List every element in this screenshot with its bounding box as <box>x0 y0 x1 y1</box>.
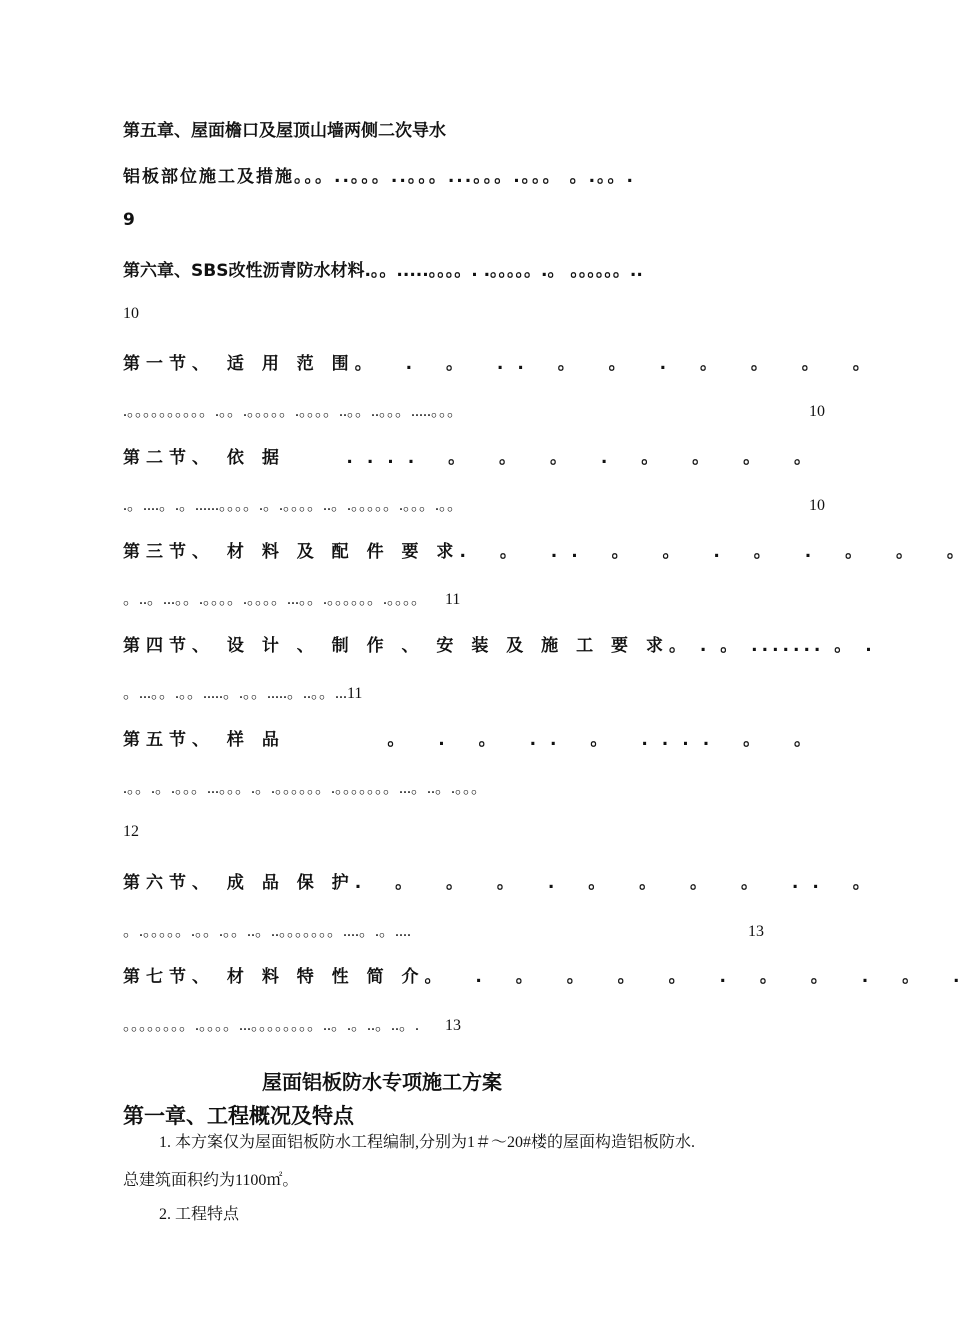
toc-sec2-title: 第二节、 依 据 <box>123 448 285 468</box>
toc-sec5-dots-row <box>123 775 825 798</box>
toc-ch6-line1[interactable]: 第六章、SBS改性沥青防水材料.。。.....。。。。. .。。。。。.。 。。。。。。.. <box>123 261 643 281</box>
toc-sec1-dots-row <box>123 398 825 421</box>
toc-sec7-dots-row <box>123 1012 825 1035</box>
toc-sec1-leader2: .。。。。。。。。。。.。。.。。。。。.。。。。..。。..。。。.....。。。 <box>123 403 464 420</box>
toc-sec3-leader2: 。..。...。。.。。。。.。。。。...。。.。。。。。。.。。。。 <box>123 591 428 608</box>
toc-sec1-row[interactable] <box>123 349 884 374</box>
toc-sec6-dots-row <box>123 918 825 941</box>
chapter1-paragraph2: 2. 工程特点 <box>159 1206 240 1223</box>
toc-sec3-dots-row <box>123 586 825 609</box>
toc-sec5-page: 12 <box>123 823 139 840</box>
toc-sec6-leader2: 。.。。。。。.。。.。。..。..。。。。。。。....。.。.... <box>123 923 412 940</box>
chapter1-paragraph1-line1: 1. 本方案仅为屋面铝板防水工程编制,分别为1＃～20#楼的屋面构造铝板防水. <box>159 1134 696 1151</box>
toc-ch6-page: 10 <box>123 305 139 322</box>
toc-sec4-page: 11 <box>347 685 363 702</box>
toc-sec6-page: 13 <box>748 923 764 940</box>
toc-sec2-page: 10 <box>809 497 825 514</box>
toc-sec5-leader2: .。。.。.。。。...。。。.。.。。。。。。.。。。。。。。...。..。.。。。 <box>123 780 488 797</box>
toc-sec3-row[interactable] <box>123 537 978 562</box>
toc-ch5-line2[interactable]: 铝板部位施工及措施。。。..。。。..。。。...。。。.。。。 。.。。. <box>123 167 635 187</box>
toc-ch5-page: 9 <box>123 210 135 230</box>
toc-sec7-title: 第七节、 材 料 特 性 简 介 <box>123 967 425 987</box>
toc-sec7-row[interactable] <box>123 962 974 987</box>
toc-sec3-title: 第三节、 材 料 及 配 件 要 求 <box>123 542 460 562</box>
toc-sec4-leader2: 。...。。.。。.....。.。。.....。..。。... <box>123 685 348 702</box>
toc-sec4-dots-row <box>123 680 825 703</box>
chapter1-paragraph1-line2: 总建筑面积约为1100㎡。 <box>123 1172 299 1189</box>
toc-sec2-leader2: .。....。.。......。。。。.。.。。。。..。.。。。。。.。。。.。。 <box>123 497 464 514</box>
toc-sec5-row[interactable] <box>123 725 825 750</box>
toc-sec6-row[interactable] <box>123 868 884 893</box>
toc-ch5-line1[interactable]: 第五章、屋面檐口及屋顶山墙两侧二次导水 <box>123 121 446 141</box>
toc-sec7-leader: 。 . 。 。 。 。 . 。 。 . 。 . <box>424 967 974 987</box>
toc-sec3-page: 11 <box>445 591 461 608</box>
document-title: 屋面铝板防水专项施工方案 <box>262 1070 502 1094</box>
toc-sec1-page: 10 <box>809 403 825 420</box>
toc-sec5-title: 第五节、 样 品 <box>123 730 285 750</box>
toc-sec6-leader: . 。 。 。 . 。 。 。 。 .. 。 <box>354 873 884 893</box>
toc-sec6-title: 第六节、 成 品 保 护 <box>123 873 355 893</box>
toc-sec4-leader: 。 . 。 ....... 。 . <box>668 636 876 656</box>
toc-sec5-leader: 。 . 。 .. 。 .... 。 。 <box>387 730 825 750</box>
toc-sec1-leader: 。 . 。 .. 。 。 . 。 。 。 。 <box>354 354 884 374</box>
toc-sec7-page: 13 <box>445 1017 462 1034</box>
toc-sec2-dots-row <box>123 492 825 515</box>
toc-sec2-leader: .... 。 。 。 . 。 。 。 。 <box>346 448 825 468</box>
chapter1-heading: 第一章、工程概况及特点 <box>123 1104 354 1128</box>
toc-sec4-title: 第四节、 设 计 、 制 作 、 安 装 及 施 工 要 求 <box>123 636 669 656</box>
toc-sec1-title: 第一节、 适 用 范 围 <box>123 354 355 374</box>
toc-sec2-row[interactable] <box>123 443 825 468</box>
toc-sec7-leader2: 。。。。。。。。.。。。。...。。。。。。。。..。.。..。..。. <box>123 1017 420 1034</box>
toc-sec4-row[interactable] <box>123 631 876 656</box>
toc-sec3-leader: . 。 .. 。 。 . 。 . 。 。 。 <box>459 542 978 562</box>
